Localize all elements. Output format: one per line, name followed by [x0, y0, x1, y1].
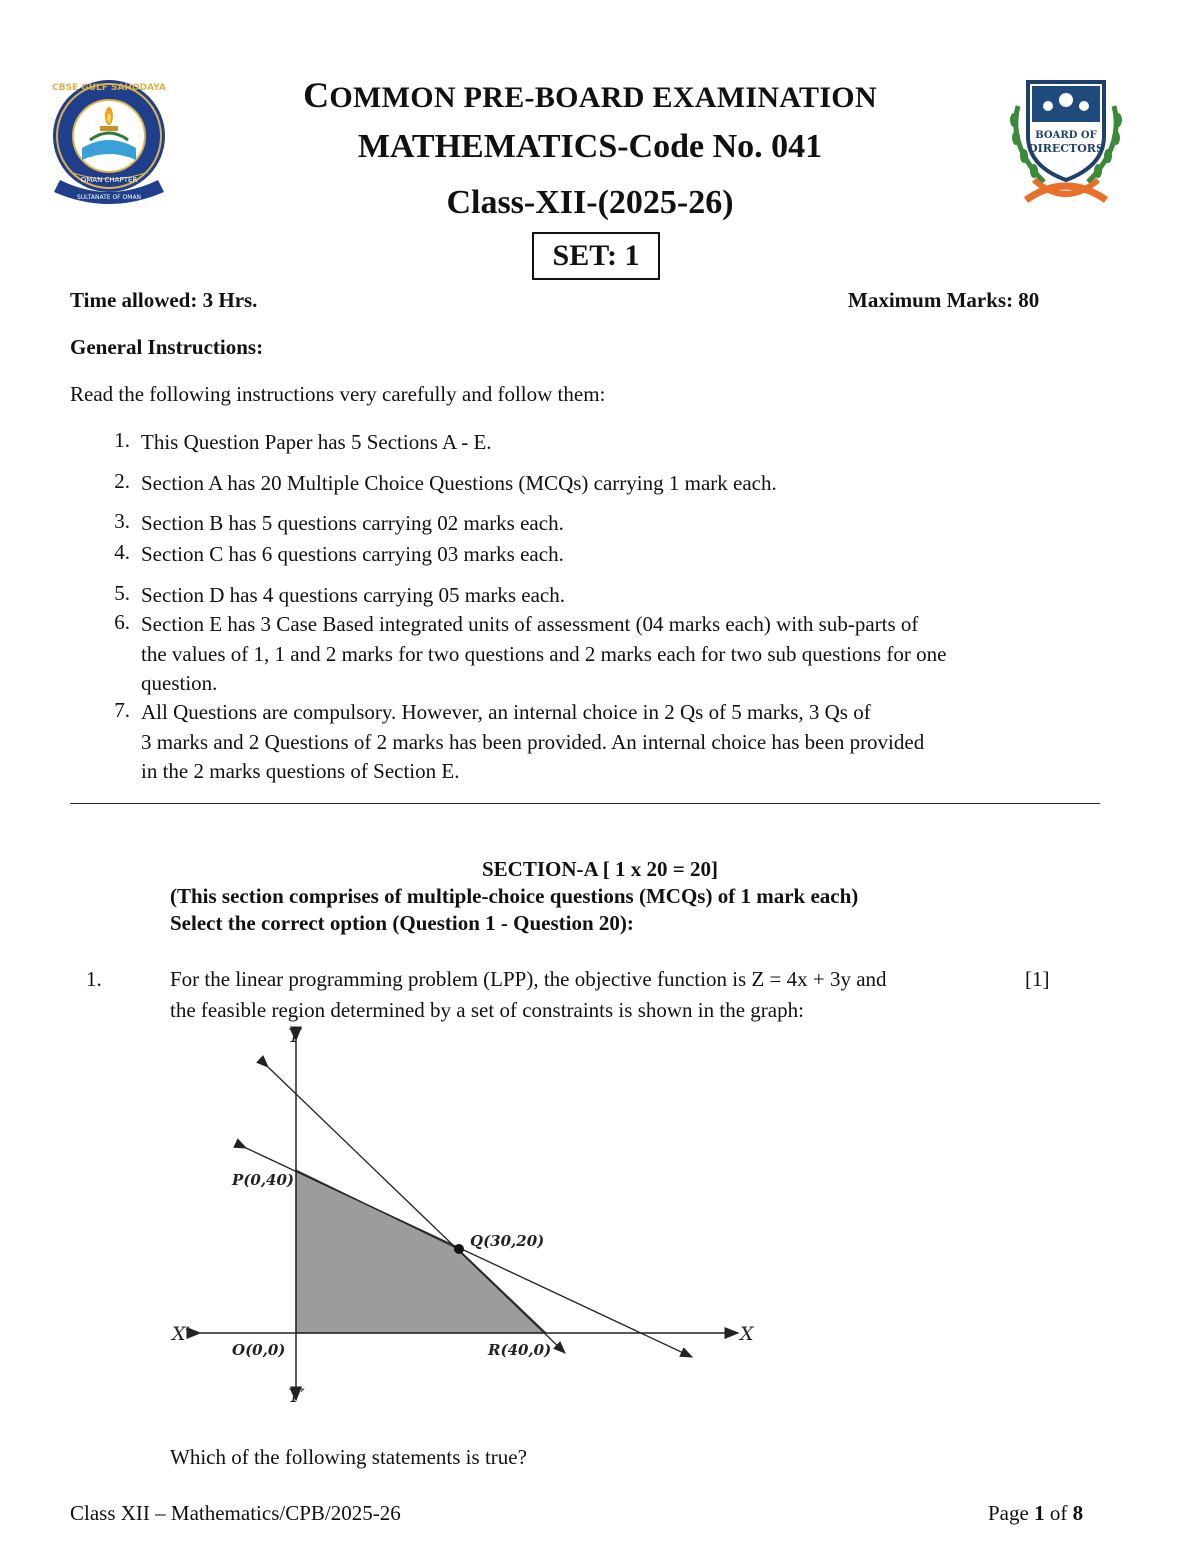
divider	[70, 803, 1100, 804]
footer-left: Class XII – Mathematics/CPB/2025-26	[70, 1501, 401, 1525]
maximum-marks: Maximum Marks: 80	[848, 288, 1040, 312]
svg-text:SULTANATE OF OMAN: SULTANATE OF OMAN	[76, 194, 142, 201]
section-a-title: SECTION-A [ 1 x 20 = 20]	[482, 857, 718, 881]
svg-text:DIRECTORS: DIRECTORS	[1028, 142, 1104, 155]
instructions-intro: Read the following instructions very carefully and follow them:	[70, 382, 606, 406]
axis-y-label: Y	[288, 1025, 301, 1047]
set-badge: SET: 1	[532, 232, 660, 280]
question-number: 1.	[86, 967, 102, 991]
question-marks: [1]	[1025, 967, 1050, 991]
point-r-label: R(40,0)	[488, 1341, 552, 1359]
instructions-heading: General Instructions:	[70, 335, 264, 359]
axis-y-neg-label: Y′	[288, 1385, 305, 1407]
time-allowed: Time allowed: 3 Hrs.	[70, 288, 258, 312]
point-p-label: P(0,40)	[232, 1171, 295, 1189]
point-o-label: O(0,0)	[232, 1341, 286, 1359]
section-a-subtitle: (This section comprises of multiple-choice questions (MCQs) of 1 mark each)	[170, 884, 859, 908]
svg-text:OMAN CHAPTER: OMAN CHAPTER	[80, 176, 138, 184]
axis-x-neg-label: X′	[172, 1323, 190, 1345]
question-text-line: For the linear programming problem (LPP), the objective function is Z = 4x + 3y and	[170, 967, 887, 991]
point-q-marker	[454, 1244, 464, 1254]
svg-text:CBSE GULF SAHODAYA: CBSE GULF SAHODAYA	[52, 83, 166, 93]
section-a-select: Select the correct option (Question 1 - Question 20):	[170, 911, 634, 935]
svg-text:BOARD OF: BOARD OF	[1035, 130, 1097, 141]
axis-x-label: X	[740, 1323, 754, 1345]
lpp-graph	[160, 1022, 780, 1412]
class-title: Class-XII-(2025-26)	[446, 184, 734, 221]
point-q-label: Q(30,20)	[470, 1232, 545, 1250]
question-text-line: the feasible region determined by a set of constraints is shown in the graph:	[170, 998, 804, 1022]
feasible-region	[296, 1170, 546, 1333]
page-number: Page 1 of 8	[988, 1501, 1084, 1525]
subject-title: MATHEMATICS-Code No. 041	[357, 128, 823, 165]
question-prompt: Which of the following statements is true?	[170, 1445, 527, 1469]
exam-title: COMMON PRE-BOARD EXAMINATION	[303, 75, 877, 115]
